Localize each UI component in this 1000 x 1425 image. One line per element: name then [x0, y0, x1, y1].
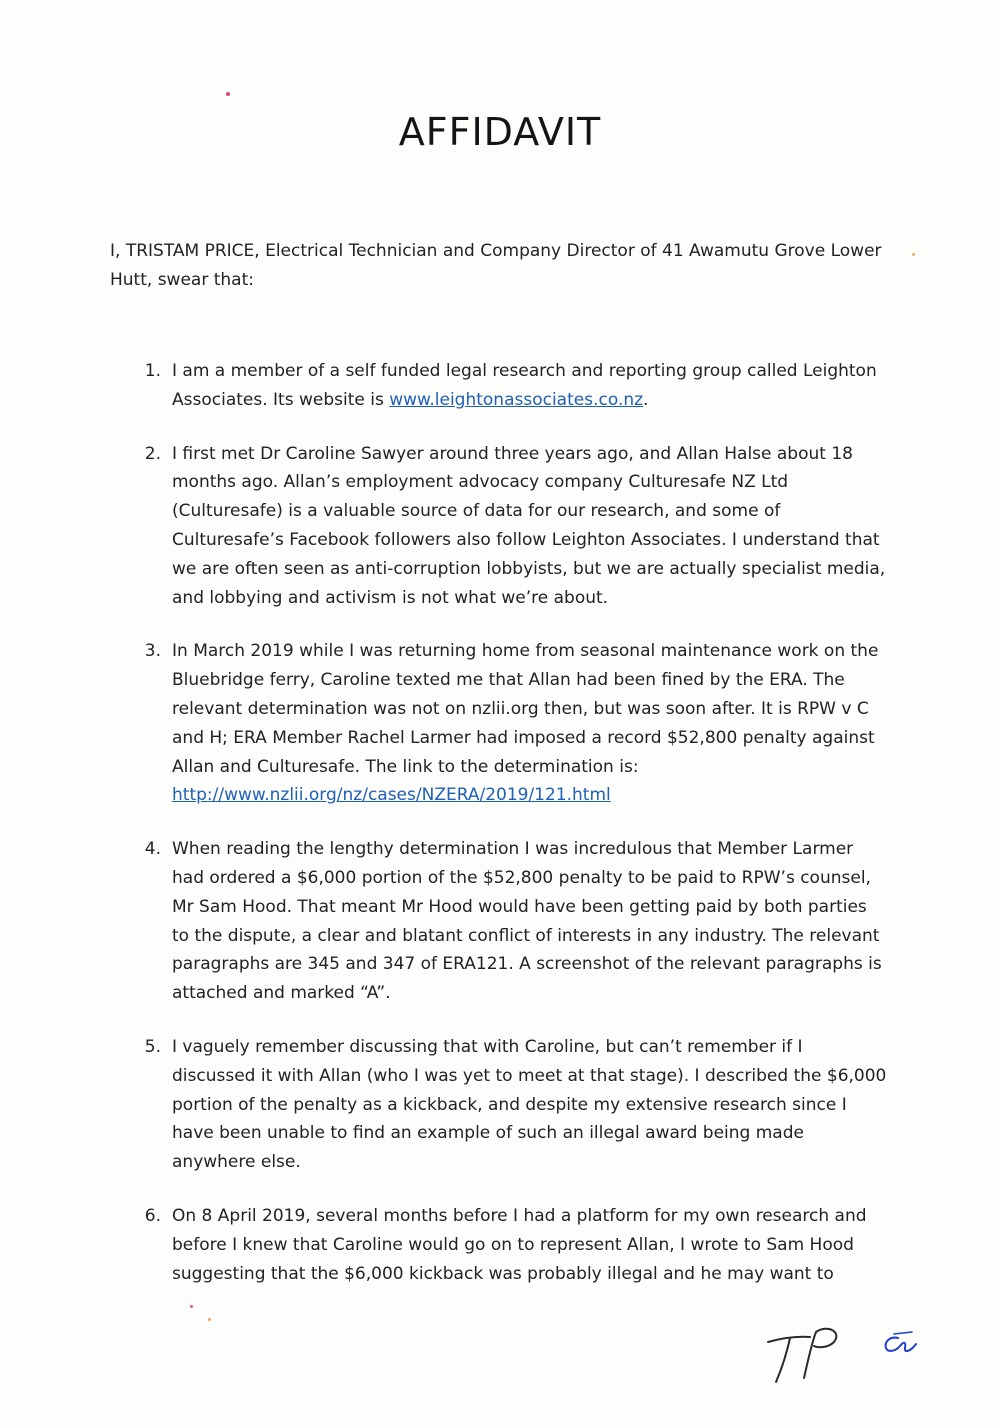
- paper-speck: [226, 92, 230, 96]
- paragraph-3: [128, 637, 888, 810]
- paragraph-4: [128, 835, 888, 1008]
- paper-speck: [912, 253, 915, 256]
- paragraph-text: [172, 357, 888, 415]
- paper-speck: [190, 1305, 193, 1308]
- paragraph-6: [128, 1202, 888, 1288]
- paper-speck: [208, 1318, 211, 1321]
- paragraph-5: [128, 1033, 888, 1177]
- paragraph-text: When reading the lengthy determination I was incredulous that Member Larmer had ordered a $6,000 portion of the $52,800 penalty to be paid to RPW’s counsel, Mr Sam Hood. That meant Mr Hood would have been getting paid by both parties to the dispute, a clear and blatant conflict of interests in any industry. The relevant paragraphs are 345 and 347 of ERA121. A screenshot of the relevant paragraphs is attached and marked “A”.: [172, 839, 882, 1004]
- paragraph-number: 3.: [144, 641, 161, 662]
- paragraph-number: 2.: [144, 443, 161, 464]
- deponent-initials-signature: [760, 1320, 850, 1390]
- paragraph-text: [172, 637, 888, 810]
- paragraph-number: 5.: [144, 1036, 161, 1057]
- paragraph-number: 6.: [144, 1205, 161, 1226]
- paragraph-text-tail: .: [643, 389, 649, 410]
- numbered-paragraphs: [128, 357, 888, 1288]
- paragraph-2: [128, 440, 888, 613]
- document-title: AFFIDAVIT: [398, 110, 602, 154]
- paragraph-number: 4.: [144, 839, 161, 860]
- determination-link[interactable]: http://www.nzlii.org/nz/cases/NZERA/2019/121.html: [172, 785, 611, 806]
- paragraph-text: On 8 April 2019, several months before I had a platform for my own research and before I knew that Caroline would go on to represent Allan, I wrote to Sam Hood suggesting that the $6,000 kickback was probably illegal and he may want to: [172, 1205, 867, 1284]
- paragraph-text-lead: In March 2019 while I was returning home from seasonal maintenance work on the Bluebridge ferry, Caroline texted me that Allan had been fined by the ERA. The relevant determination was not on nzlii.org then, but was soon after. It is RPW v C and H; ERA Member Rachel Larmer had imposed a record $52,800 penalty against Allan and Culturesafe. The link to the determination is:: [172, 641, 879, 777]
- paragraph-1: [128, 357, 888, 415]
- paragraph-text: I first met Dr Caroline Sawyer around three years ago, and Allan Halse about 18 months ago. Allan’s employment advocacy company Culturesafe NZ Ltd (Culturesafe) is a valuable source of data for our research, and some of Culturesafe’s Facebook followers also follow Leighton Associates. I understand that we are often seen as anti-corruption lobbyists, but we are actually specialist media, and lobbying and activism is not what we’re about.: [172, 443, 886, 608]
- intro-statement: I, TRISTAM PRICE, Electrical Technician and Company Director of 41 Awamutu Grove Lower Hutt, swear that:: [110, 241, 882, 290]
- website-link[interactable]: www.leightonassociates.co.nz: [389, 389, 644, 410]
- signature-block: [760, 1320, 940, 1390]
- paragraph-text: I vaguely remember discussing that with Caroline, but can’t remember if I discussed it with Allan (who I was yet to meet at that stage). I described the $6,000 portion of the penalty as a kickback, and despite my extensive research since I have been unable to find an example of such an illegal award being made anywhere else.: [172, 1036, 887, 1173]
- witness-initials-signature: [878, 1328, 924, 1362]
- paragraph-number: 1.: [144, 361, 161, 381]
- paragraph-text-lead: I am a member of a self funded legal research and reporting group called Leighton Associates. Its website is: [172, 361, 877, 410]
